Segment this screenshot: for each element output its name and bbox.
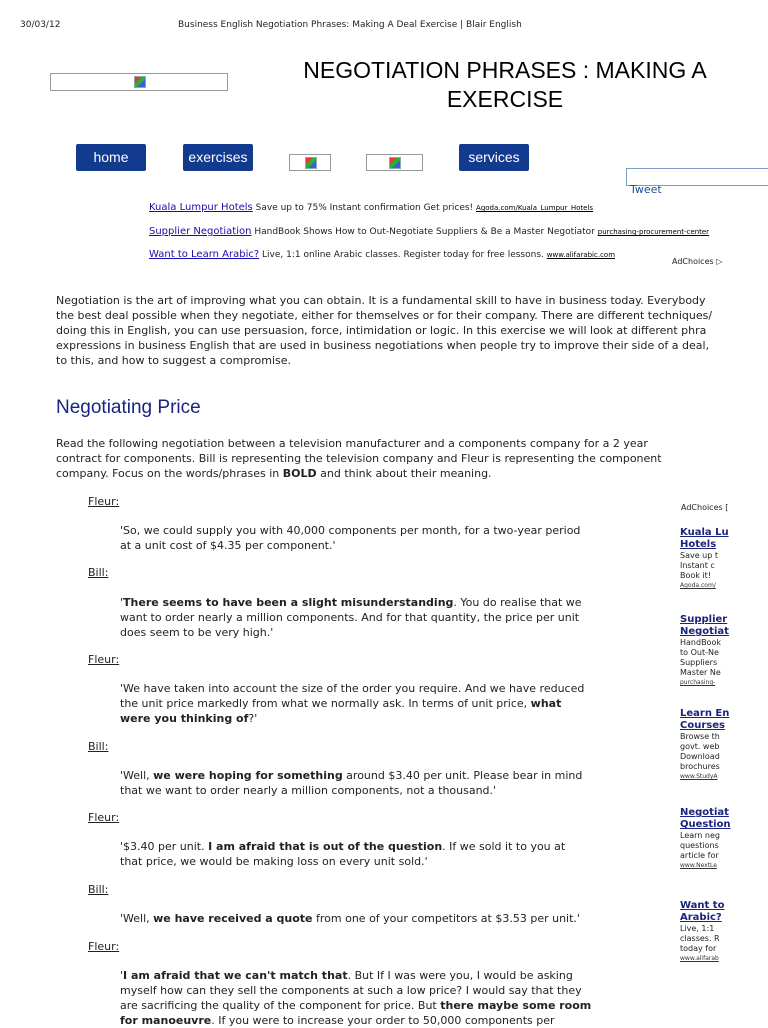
exercises-button[interactable]: exercises — [183, 144, 253, 171]
key-phrase: we were hoping for something — [153, 769, 343, 782]
sidebar-ad-url[interactable]: Agoda.com/ — [680, 582, 716, 589]
instructions-text: and think about their meaning. — [316, 467, 492, 480]
ad-url[interactable]: www.alifarabic.com — [546, 251, 616, 259]
sidebar-ad[interactable] — [680, 708, 729, 782]
sidebar-ad-url[interactable]: www.alifarab — [680, 955, 719, 962]
sidebar-ad[interactable] — [680, 527, 729, 591]
page-title: NEGOTIATION PHRASES : MAKING A — [303, 57, 707, 83]
nav-image-button[interactable] — [289, 154, 331, 171]
sidebar-ad-text: Book it! — [680, 571, 712, 580]
sidebar-ad[interactable] — [680, 807, 731, 871]
dialogue-line — [120, 595, 620, 610]
dialogue-line: 'So, we could supply you with 40,000 components per month, for a two-year period — [120, 524, 581, 537]
sidebar-ad-text: Save up t — [680, 551, 719, 560]
dialogue-line: want to order nearly a million components. And for that quantity, the price per unit — [120, 611, 580, 624]
dialogue-fragment: . You do realise that we — [453, 596, 582, 609]
dialogue-text — [120, 968, 620, 1028]
speaker-label: Fleur: — [88, 940, 120, 953]
sidebar-ad-text: to Out-Ne — [680, 648, 719, 657]
sidebar-ad-text: article for — [680, 851, 719, 860]
ad-text: Save up to 75% Instant confirmation Get prices! — [255, 203, 474, 213]
key-phrase: I am afraid that is out of the question — [208, 840, 443, 853]
dialogue-line — [120, 696, 620, 711]
sidebar-ad-url[interactable]: purchasing- — [680, 679, 716, 686]
dialogue-text — [120, 523, 620, 553]
dialogue-text — [120, 681, 620, 726]
intro-line: expressions in business English that are used in business negotiations when people try to improve their side of a deal, — [56, 339, 710, 352]
ad-link[interactable]: Kuala Lumpur Hotels — [149, 202, 253, 213]
dialogue-fragment: . If we sold it to you at — [442, 840, 566, 853]
sidebar-ad-text: govt. web — [680, 742, 720, 751]
instructions-paragraph — [56, 436, 756, 481]
ad-line — [149, 226, 709, 237]
dialogue-fragment: ?' — [248, 712, 258, 725]
sidebar-ad-text: Download — [680, 752, 720, 761]
intro-line: doing this in English, you can use persuasion, force, intimidation or logic. In this exercise we will look at different phra — [56, 324, 707, 337]
key-phrase: we have received a quote — [153, 912, 313, 925]
sidebar-ad-text: Suppliers — [680, 658, 718, 667]
sidebar-ad-title[interactable]: Negotiat — [680, 626, 729, 637]
print-page-title: Business English Negotiation Phrases: Making A Deal Exercise | Blair English — [178, 20, 522, 30]
logo-image-placeholder — [50, 73, 228, 91]
dialogue-text — [120, 768, 620, 798]
dialogue-line — [120, 711, 620, 726]
intro-line: the best deal possible when they negotiate, either for themselves or for their company. There are different techniques/ — [56, 309, 713, 322]
sidebar-ad-title[interactable]: Negotiat — [680, 807, 729, 818]
dialogue-line: at a unit cost of $4.35 per component.' — [120, 539, 336, 552]
sidebar-ad-url[interactable]: www.StudyA — [680, 773, 718, 780]
dialogue-fragment: are sacrificing the quality of the component for price. But — [120, 999, 441, 1012]
speaker-label: Bill: — [88, 566, 109, 579]
key-phrase: there maybe some room — [440, 999, 592, 1012]
instructions-line — [56, 466, 756, 481]
sidebar-ad-text: brochures — [680, 762, 720, 771]
sidebar-ad-title[interactable]: Learn En — [680, 708, 730, 719]
sidebar-ad-title[interactable]: Kuala Lu — [680, 527, 729, 538]
key-phrase: what — [530, 697, 562, 710]
sidebar-ad-title[interactable]: Question — [680, 819, 731, 830]
dialogue-fragment: ' — [120, 969, 124, 982]
dialogue-line: that we want to order nearly a million components, not a thousand.' — [120, 784, 497, 797]
sidebar-ad-text: today for — [680, 944, 717, 953]
key-phrase: I am afraid that we can't match that — [123, 969, 348, 982]
intro-paragraph — [56, 293, 756, 368]
dialogue-line — [120, 911, 620, 926]
ad-text: HandBook Shows How to Out-Negotiate Suppliers & Be a Master Negotiator — [254, 227, 595, 237]
sidebar-ad-title[interactable]: Hotels — [680, 539, 717, 550]
page-title-line2: EXERCISE — [446, 86, 564, 112]
sidebar-ad-title[interactable]: Courses — [680, 720, 725, 731]
sidebar-ad-text: questions — [680, 841, 719, 850]
broken-image-icon — [305, 157, 317, 169]
sidebar-ad[interactable] — [680, 614, 729, 688]
dialogue-text — [120, 911, 620, 926]
ad-link[interactable]: Want to Learn Arabic? — [149, 249, 260, 260]
broken-image-icon — [134, 76, 146, 88]
sidebar-ad-text: Master Ne — [680, 668, 721, 677]
speaker-label: Fleur: — [88, 495, 120, 508]
print-date: 30/03/12 — [20, 20, 61, 30]
home-button[interactable]: home — [76, 144, 146, 171]
dialogue-line — [120, 968, 620, 983]
adchoices-icon: ▷ — [716, 257, 723, 266]
adchoices-text: AdChoices — [681, 503, 723, 512]
speaker-label: Fleur: — [88, 811, 120, 824]
speaker-label: Bill: — [88, 883, 109, 896]
adchoices-text: AdChoices — [672, 257, 714, 266]
dialogue-line: 'We have taken into account the size of the order you require. And we have reduced — [120, 682, 585, 695]
dialogue-line — [120, 768, 620, 783]
dialogue-line — [120, 998, 620, 1013]
dialogue-line — [120, 839, 620, 854]
sidebar-ad[interactable] — [680, 900, 724, 964]
dialogue-fragment: ' — [120, 596, 124, 609]
sidebar-ad-title[interactable]: Arabic? — [680, 912, 722, 923]
dialogue-line: that price, we would be making loss on every unit sold.' — [120, 855, 428, 868]
dialogue-fragment: . But If I was were you, I would be asking — [347, 969, 573, 982]
ad-line — [149, 202, 593, 213]
key-phrase: for manoeuvre — [120, 1014, 212, 1027]
sidebar-ad-title[interactable]: Want to — [680, 900, 725, 911]
sidebar-ad-text: Browse th — [680, 732, 720, 741]
services-button[interactable]: services — [459, 144, 529, 171]
sidebar-ad-text: Instant c — [680, 561, 715, 570]
adchoices-label[interactable] — [672, 257, 722, 266]
tweet-button[interactable]: Tweet — [630, 183, 662, 196]
intro-line: to this, and how to suggest a compromise. — [56, 354, 291, 367]
instructions-text: company. Focus on the words/phrases in — [56, 467, 283, 480]
dialogue-text — [120, 839, 620, 869]
dialogue-line — [120, 1013, 620, 1028]
key-phrase: There seems to have been a slight misunderstanding — [123, 596, 454, 609]
dialogue-fragment: the unit price markedly from what we normally ask. In terms of unit price, — [120, 697, 531, 710]
dialogue-fragment: around $3.40 per unit. Please bear in mind — [342, 769, 583, 782]
sidebar-ad-text: Live, 1:1 — [680, 924, 715, 933]
dialogue-fragment: '$3.40 per unit. — [120, 840, 209, 853]
dialogue-line: myself how can they sell the components at such a low price? I would say that they — [120, 984, 582, 997]
ad-url[interactable]: purchasing-procurement-center — [597, 228, 710, 236]
bold-word: BOLD — [282, 467, 317, 480]
dialogue-fragment: 'Well, — [120, 912, 154, 925]
sidebar-ad-text: Learn neg — [680, 831, 720, 840]
dialogue-fragment: . If you were to increase your order to 50,000 components per — [211, 1014, 555, 1027]
sidebar-ad-title[interactable]: Supplier — [680, 614, 728, 625]
sidebar-ad-text: classes. R — [680, 934, 720, 943]
dialogue-fragment: 'Well, — [120, 769, 154, 782]
ad-url[interactable]: Agoda.com/Kuala_Lumpur_Hotels — [476, 204, 594, 212]
ad-line — [149, 249, 615, 260]
broken-image-icon — [389, 157, 401, 169]
dialogue-fragment: from one of your competitors at $3.53 per unit.' — [312, 912, 580, 925]
dialogue-line: does seem to be very high.' — [120, 626, 274, 639]
instructions-line: Read the following negotiation between a television manufacturer and a components company for a 2 year — [56, 437, 648, 450]
speaker-label: Fleur: — [88, 653, 120, 666]
speaker-label: Bill: — [88, 740, 109, 753]
sidebar-ad-text: HandBook — [680, 638, 721, 647]
ad-text: Live, 1:1 online Arabic classes. Register today for free lessons. — [262, 250, 544, 260]
nav-image-button[interactable] — [366, 154, 423, 171]
key-phrase: were you thinking of — [120, 712, 249, 725]
instructions-line: contract for components. Bill is representing the television company and Fleur is representing the component — [56, 452, 662, 465]
section-title: Negotiating Price — [56, 397, 201, 418]
ad-link[interactable]: Supplier Negotiation — [149, 226, 252, 237]
dialogue-text — [120, 595, 620, 640]
sidebar-ad-url[interactable]: www.NextLe — [680, 862, 717, 869]
intro-line: Negotiation is the art of improving what you can obtain. It is a fundamental skill to have in business today. Everybody — [56, 294, 706, 307]
sidebar-adchoices[interactable]: AdChoices [ — [681, 503, 729, 512]
